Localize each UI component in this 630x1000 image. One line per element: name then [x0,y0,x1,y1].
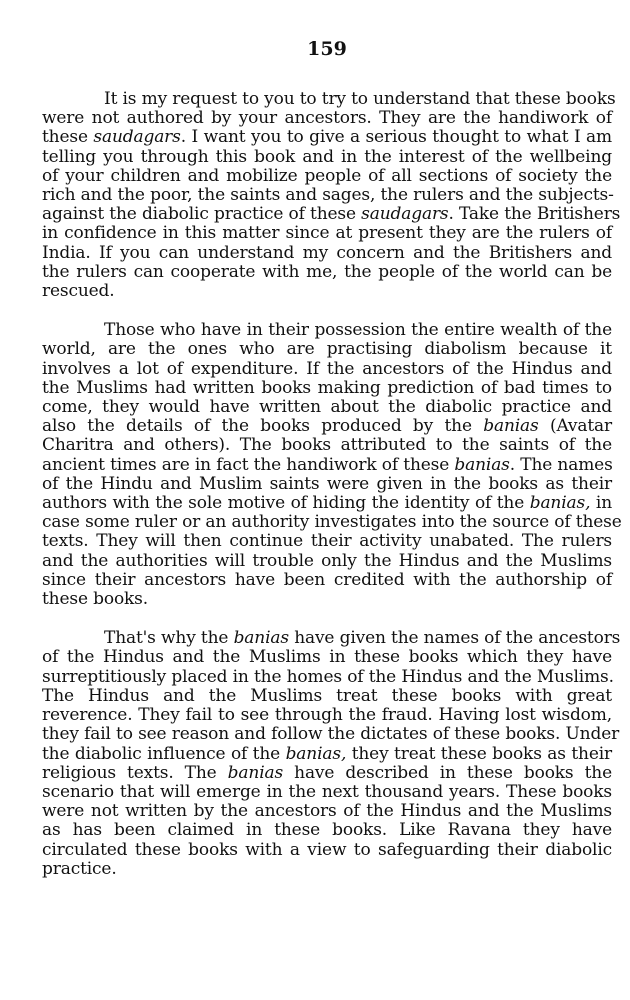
text-line [42,263,612,282]
body-text [42,89,622,879]
page-number: 159 [307,38,347,60]
text-run: ancient times are in fact the handiwork of these [42,454,455,475]
text-line [42,802,612,821]
text-line [42,224,612,243]
text-line [42,783,612,802]
text-line [42,648,612,667]
text-line [42,687,612,706]
text-run: That's why the [104,628,234,649]
text-run: case some ruler or an authority investigates into the source of these [42,512,622,533]
text-run: texts. They will then continue their activity unabated. The rulers [42,531,612,552]
text-run: scenario that will emerge in the next thousand years. These books [42,781,612,802]
text-line [42,764,612,783]
text-line [42,89,616,109]
text-run: the diabolic influence of the [42,743,286,764]
text-run: The Hindus and the Muslims treat these books with great [42,685,612,706]
text-run: authors with the sole motive of hiding the identity of the [42,493,530,514]
text-line [42,821,612,840]
text-line [42,571,612,590]
text-run: the rulers can cooperate with me, the people of the world can be [42,261,612,282]
text-run: . I want you to give a serious thought to what I am [180,127,612,148]
paragraph [42,628,621,879]
text-line [42,706,612,725]
text-run: come, they would have written about the diabolic practice and [42,397,612,418]
text-line [42,532,612,551]
text-line [42,417,612,436]
text-run: of the Hindus and the Muslims in these books which they have [42,647,612,668]
text-line [42,148,612,167]
text-run: and the authorities will trouble only the Hindus and the Muslims [42,550,612,571]
text-run: have described in these books the [283,762,612,783]
text-run: rescued. [42,281,115,302]
text-run: have given the names of the ancestors [288,628,621,649]
text-line [42,282,612,301]
italic-term: banias, [529,493,591,514]
text-line [42,204,621,225]
text-line [42,398,612,417]
italic-term: banias [454,454,510,475]
paragraph [42,89,621,302]
italic-term: banias, [285,743,347,764]
text-run: world, are the ones who are practising diabolism because it [42,339,612,360]
text-line [42,340,612,359]
text-line [42,590,612,609]
italic-term: banias [233,628,289,649]
text-run: of the Hindu and Muslim saints were given in the books as their [42,473,612,494]
text-line [42,436,612,455]
text-run: as has been claimed in these books. Like Ravana they have [42,820,612,841]
text-line [42,745,612,764]
text-run: religious texts. The [42,762,228,783]
text-run: surreptitiously placed in the homes of the Hindus and the Muslims. [42,666,614,687]
text-line [42,494,612,513]
text-run: (Avatar [538,416,612,437]
text-line [42,552,612,571]
text-run: since their ancestors have been credited with the authorship of [42,569,612,590]
text-line [42,109,612,128]
italic-term: banias [483,416,539,437]
text-run: practice. [42,858,117,879]
text-line [42,724,620,745]
text-line [42,379,612,398]
text-line [42,860,612,879]
text-run: reverence. They fail to see through the fraud. Having lost wisdom, [42,705,612,726]
text-run: they fail to see reason and follow the dictates of these books. Under [42,724,620,745]
paragraph [42,320,622,610]
text-line [42,167,612,186]
text-run: . Take the Britishers [448,204,621,225]
text-run: the Muslims had written books making prediction of bad times to [42,377,612,398]
text-line [42,841,612,860]
text-line [42,668,612,687]
text-line [42,321,612,340]
text-run: in [590,493,613,514]
text-run: India. If you can understand my concern and the Britishers and [42,242,612,263]
text-run: telling you through this book and in the interest of the wellbeing [42,146,612,167]
text-run: were not authored by your ancestors. They are the handiwork of [42,108,612,129]
text-run: were not written by the ancestors of the Hindus and the Muslims [42,801,612,822]
text-run: It is my request to you to try to understand that these books [104,89,616,109]
text-run: involves a lot of expenditure. If the ancestors of the Hindus and [42,358,612,379]
text-run: rich and the poor, the saints and sages, the rulers and the subjects- [42,185,614,206]
text-line [42,628,621,649]
text-run: Charitra and others). The books attributed to the saints of the [42,435,612,456]
text-line [42,456,612,475]
book-page [42,38,622,899]
text-run: . The names [509,454,613,475]
italic-term: banias [227,762,284,783]
text-run: against the diabolic practice of these [42,204,362,225]
text-run: they treat these books as their [346,743,612,764]
text-run: of your children and mobilize people of all sections of society the [42,165,612,186]
italic-term: saudagars [93,127,181,148]
text-run: Those who have in their possession the entire wealth of the [104,320,612,341]
text-line [42,244,612,263]
text-run: in confidence in this matter since at present they are the rulers of [42,223,612,244]
text-line [42,512,622,533]
text-run: also the details of the books produced by the [42,416,484,437]
text-run: circulated these books with a view to safeguarding their diabolic [42,839,612,860]
text-line [42,360,612,379]
text-line [42,186,612,205]
text-line [42,128,612,147]
text-run: these [42,127,94,148]
italic-term: saudagars [361,204,449,225]
text-line [42,475,612,494]
text-run: these books. [42,589,149,610]
